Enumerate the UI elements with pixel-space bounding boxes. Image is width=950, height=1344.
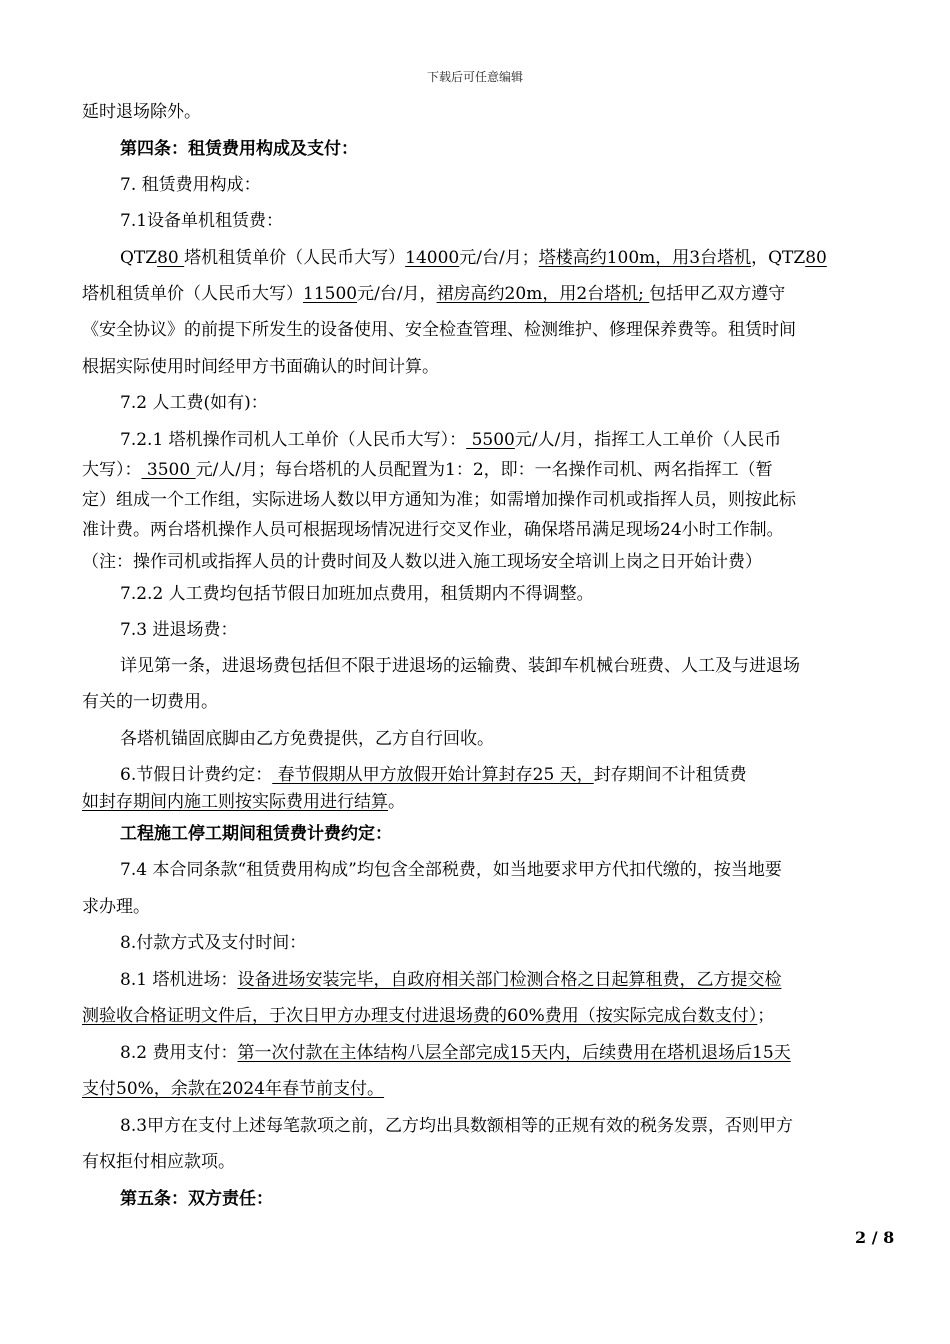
text-segment: 塔机租赁单价（人民币大写） <box>184 248 406 268</box>
heading-text: 第五条：双方责任： <box>120 1189 273 1209</box>
text-line <box>120 822 392 846</box>
text-segment: 各塔机锚固底脚由乙方免费提供，乙方自行回收。 <box>120 729 494 749</box>
text-line <box>82 1150 235 1174</box>
text-line <box>82 355 439 379</box>
current-page: 2 <box>855 1228 867 1247</box>
text-line <box>82 1004 774 1028</box>
total-pages: 8 <box>883 1228 895 1247</box>
text-line <box>120 137 358 161</box>
text-segment: 7.2.1 塔机操作司机人工单价（人民币大写）： <box>120 430 467 450</box>
text-line <box>120 173 261 197</box>
text-line <box>120 1114 793 1138</box>
heading-text: 第四条：租赁费用构成及支付： <box>120 139 358 159</box>
text-segment: 7.3 进退场费： <box>120 620 238 640</box>
text-line <box>82 318 796 342</box>
text-line <box>120 931 306 955</box>
text-segment: 封存期间不计租赁费 <box>593 765 747 785</box>
text-segment: 准计费。两台塔机操作人员可根据现场情况进行交叉作业，确保塔吊满足现场24小时工作制。 <box>82 520 784 540</box>
text-line <box>82 790 405 814</box>
text-segment: ，QTZ <box>751 248 806 268</box>
text-line <box>82 895 150 919</box>
text-line <box>82 458 773 482</box>
underlined-text: 14000 <box>405 248 460 268</box>
text-line <box>82 690 218 714</box>
text-segment: 8.3甲方在支付上述每笔款项之前，乙方均出具数额相等的正规有效的税务发票，否则甲方 <box>120 1116 794 1136</box>
text-segment: 有权拒付相应款项。 <box>82 1152 235 1172</box>
text-segment: 塔机租赁单价（人民币大写） <box>82 284 303 304</box>
underlined-text: 11500 <box>303 284 358 304</box>
text-segment: 有关的一切费用。 <box>82 692 218 712</box>
heading-text: 工程施工停工期间租赁费计费约定： <box>120 824 392 844</box>
text-line <box>120 968 781 992</box>
page-header: 下载后可任意编辑 <box>426 70 523 84</box>
text-line <box>120 209 283 233</box>
text-segment: 根据实际使用时间经甲方书面确认的时间计算。 <box>82 357 439 377</box>
text-line <box>120 654 800 678</box>
text-segment: 定）组成一个工作组，实际进场人数以甲方通知为准；如需增加操作司机或指挥人员，则按此标 <box>82 490 796 510</box>
text-segment: 延时退场除外。 <box>82 102 201 122</box>
underlined-text: 第一次付款在主体结构八层全部完成15天内，后续费用在塔机退场后15天 <box>237 1043 791 1063</box>
underlined-text: 支付50%，余款在2024年春节前支付。 <box>82 1079 385 1099</box>
text-segment: 《安全协议》的前提下所发生的设备使用、安全检查管理、检测维护、修理保养费等。租赁时间 <box>82 320 796 340</box>
text-segment: 6.节假日计费约定： <box>120 765 273 785</box>
underlined-text: 测验收合格证明文件后，于次日甲方办理支付进退场费的60%费用（按实际完成台数支付） <box>82 1006 758 1026</box>
text-segment: 。 <box>388 792 405 812</box>
text-segment: 详见第一条，进退场费包括但不限于进退场的运输费、装卸车机械台班费、人工及与进退场 <box>120 656 800 676</box>
text-segment: 元/人/月，指挥工人工单价（人民币 <box>514 430 782 450</box>
text-line <box>120 763 747 787</box>
underlined-text: 裙房高约20m，用2台塔机; <box>436 284 650 304</box>
underlined-text: 80 <box>805 248 827 268</box>
text-segment: 元/台/月， <box>357 284 437 304</box>
text-line <box>82 488 796 512</box>
text-line <box>120 391 268 415</box>
text-line <box>120 428 781 452</box>
text-line <box>120 1187 273 1211</box>
text-segment: 7.2 人工费(如有)： <box>120 393 268 413</box>
text-segment: 7.4 本合同条款“租赁费用构成”均包含全部税费，如当地要求甲方代扣代缴的，按当地要 <box>120 860 782 880</box>
text-line <box>82 1077 384 1101</box>
text-line <box>120 858 782 882</box>
text-line <box>120 246 827 270</box>
text-segment: （注：操作司机或指挥人员的计费时间及人数以进入施工现场安全培训上岗之日开始计费） <box>82 552 762 572</box>
text-line <box>120 727 494 751</box>
underlined-text: 80 <box>157 248 185 268</box>
underlined-text: 春节假期从甲方放假开始计算封存25 天， <box>272 765 594 785</box>
underlined-text: 塔楼高约100m，用3台塔机 <box>538 248 752 268</box>
text-segment: 求办理。 <box>82 897 150 917</box>
text-segment: 大写）： <box>82 460 142 480</box>
text-line <box>82 518 784 542</box>
text-segment: 元/人/月；每台塔机的人员配置为1：2，即：一名操作司机、两名指挥工（暂 <box>195 460 773 480</box>
text-segment: QTZ <box>120 248 158 268</box>
text-segment: 7.2.2 人工费均包括节假日加班加点费用，租赁期内不得调整。 <box>120 584 594 604</box>
text-segment: 8.2 费用支付： <box>120 1043 238 1063</box>
page-separator: / <box>866 1228 884 1247</box>
underlined-text: 5500 <box>466 430 515 450</box>
text-line <box>120 618 237 642</box>
text-segment: 8.1 塔机进场： <box>120 970 238 990</box>
text-segment: 7. 租赁费用构成： <box>120 175 261 195</box>
text-line <box>120 582 594 606</box>
text-line <box>82 550 762 574</box>
text-segment: 元/台/月； <box>459 248 539 268</box>
underlined-text: 设备进场安装完毕，自政府相关部门检测合格之日起算租费，乙方提交检 <box>237 970 782 990</box>
text-line <box>82 282 785 306</box>
page-number <box>855 1228 894 1247</box>
text-segment: 7.1设备单机租赁费： <box>120 211 284 231</box>
text-segment: ； <box>757 1006 775 1026</box>
underlined-text: 如封存期间内施工则按实际费用进行结算 <box>82 792 388 812</box>
text-segment: 包括甲乙双方遵守 <box>649 284 786 304</box>
text-segment: 8.付款方式及支付时间： <box>120 933 307 953</box>
text-line <box>120 1041 791 1065</box>
underlined-text: 3500 <box>141 460 196 480</box>
text-line <box>82 100 201 124</box>
